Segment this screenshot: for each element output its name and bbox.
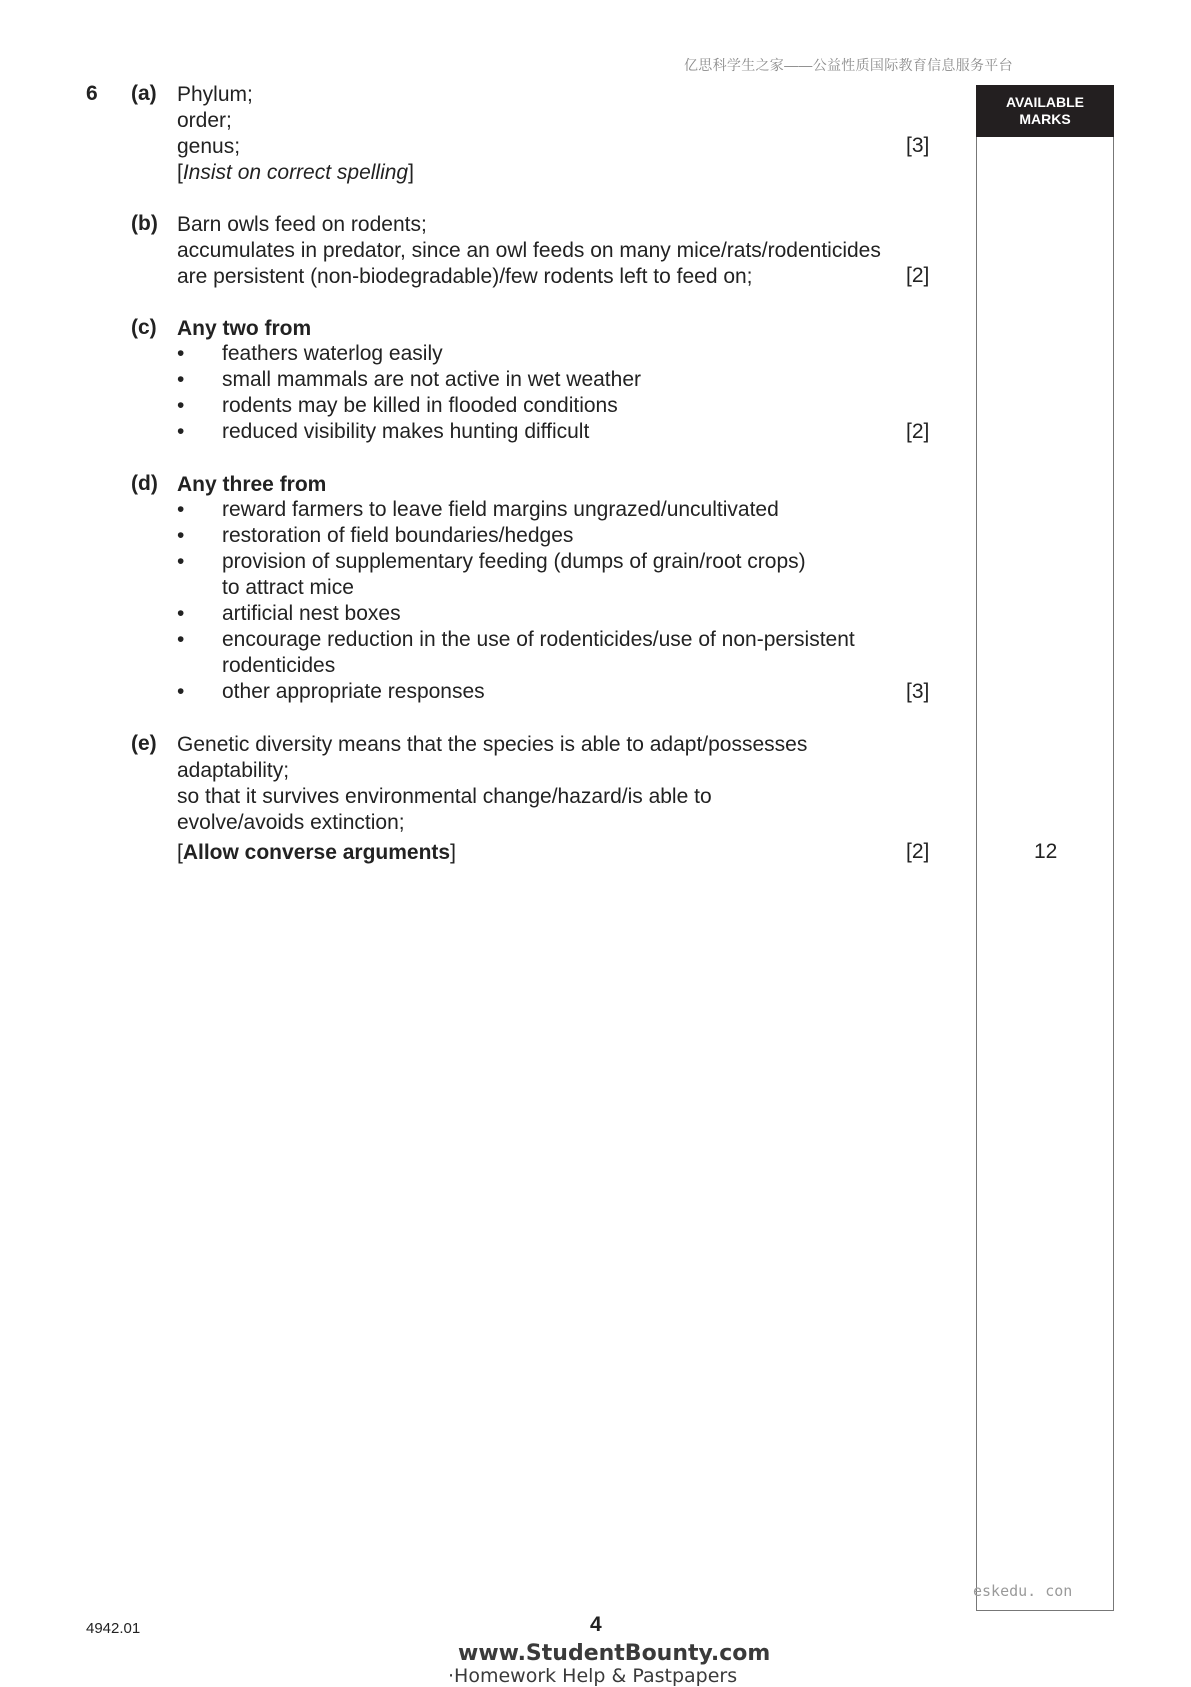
part-d-bullet-4: • (177, 602, 185, 625)
part-a-line-2: order; (177, 109, 232, 132)
page-number: 4 (590, 1613, 602, 1636)
part-c-bullet-1: • (177, 342, 185, 365)
part-e-note-open: [ (177, 841, 183, 864)
part-d-line-8: other appropriate responses (222, 680, 485, 703)
part-e-line-2: adaptability; (177, 759, 290, 782)
part-c-bullet-4: • (177, 420, 185, 443)
part-d-mark: [3] (906, 680, 930, 703)
part-a-line-3: genus; (177, 135, 241, 158)
part-e-note (177, 840, 456, 866)
available-marks-label-2: MARKS (1019, 111, 1071, 127)
watermark-text: eskedu. con (973, 1582, 1073, 1600)
part-d-label: (d) (131, 472, 158, 495)
part-a-note-close: ] (408, 161, 414, 184)
part-d-bullet-2: • (177, 524, 185, 547)
studentbounty-url[interactable]: www.StudentBounty.com (458, 1641, 771, 1666)
part-c-bullet-2: • (177, 368, 185, 391)
part-c-mark: [2] (906, 420, 930, 443)
part-e-note-close: ] (450, 841, 456, 864)
part-b-mark: [2] (906, 264, 930, 287)
part-a-line-1: Phylum; (177, 83, 253, 106)
part-d-bullet-6: • (177, 680, 185, 703)
footer-code: 4942.01 (86, 1620, 141, 1637)
part-a-note (177, 160, 414, 186)
part-c-item-4: reduced visibility makes hunting difficult (222, 420, 590, 443)
available-marks-label-1: AVAILABLE (1005, 94, 1085, 110)
total-marks: 12 (1034, 840, 1058, 863)
part-b-line-3: are persistent (non-biodegradable)/few rodents left to feed on; (177, 265, 753, 288)
available-marks-header (976, 85, 1114, 137)
part-c-item-3: rodents may be killed in flooded conditions (222, 394, 618, 417)
part-a-mark: [3] (906, 134, 930, 157)
question-number: 6 (86, 82, 98, 105)
part-d-line-6: encourage reduction in the use of rodenticides/use of non-persistent (222, 628, 855, 651)
part-c-heading: Any two from (177, 317, 312, 340)
part-d-bullet-5: • (177, 628, 185, 651)
part-a-note-open: [ (177, 161, 183, 184)
part-d-line-4: to attract mice (222, 576, 354, 599)
part-b-line-2: accumulates in predator, since an owl feeds on many mice/rats/rodenticides (177, 239, 881, 262)
part-d-line-7: rodenticides (222, 654, 336, 677)
part-e-note-text: Allow converse arguments (182, 841, 451, 864)
part-d-line-1: reward farmers to leave field margins ungrazed/uncultivated (222, 498, 779, 521)
part-e-line-3: so that it survives environmental change/hazard/is able to (177, 785, 712, 808)
part-d-line-3: provision of supplementary feeding (dumps of grain/root crops) (222, 550, 806, 573)
part-d-bullet-3: • (177, 550, 185, 573)
part-e-line-1: Genetic diversity means that the species is able to adapt/possesses (177, 733, 808, 756)
part-e-mark: [2] (906, 840, 930, 863)
part-a-label: (a) (131, 82, 157, 105)
part-e-line-4: evolve/avoids extinction; (177, 811, 405, 834)
part-c-item-1: feathers waterlog easily (222, 342, 443, 365)
studentbounty-tagline: ·Homework Help & Pastpapers (448, 1665, 738, 1687)
part-a-note-text: Insist on correct spelling (182, 161, 409, 184)
part-c-item-2: small mammals are not active in wet weather (222, 368, 641, 391)
header-note: 亿思科学生之家——公益性质国际教育信息服务平台 (684, 57, 1013, 73)
part-d-bullet-1: • (177, 498, 185, 521)
part-d-line-2: restoration of field boundaries/hedges (222, 524, 574, 547)
part-d-heading: Any three from (177, 473, 327, 496)
part-c-bullet-3: • (177, 394, 185, 417)
part-b-line-1: Barn owls feed on rodents; (177, 213, 427, 236)
part-b-label: (b) (131, 212, 158, 235)
part-e-label: (e) (131, 732, 157, 755)
part-d-line-5: artificial nest boxes (222, 602, 401, 625)
part-c-label: (c) (131, 316, 157, 339)
